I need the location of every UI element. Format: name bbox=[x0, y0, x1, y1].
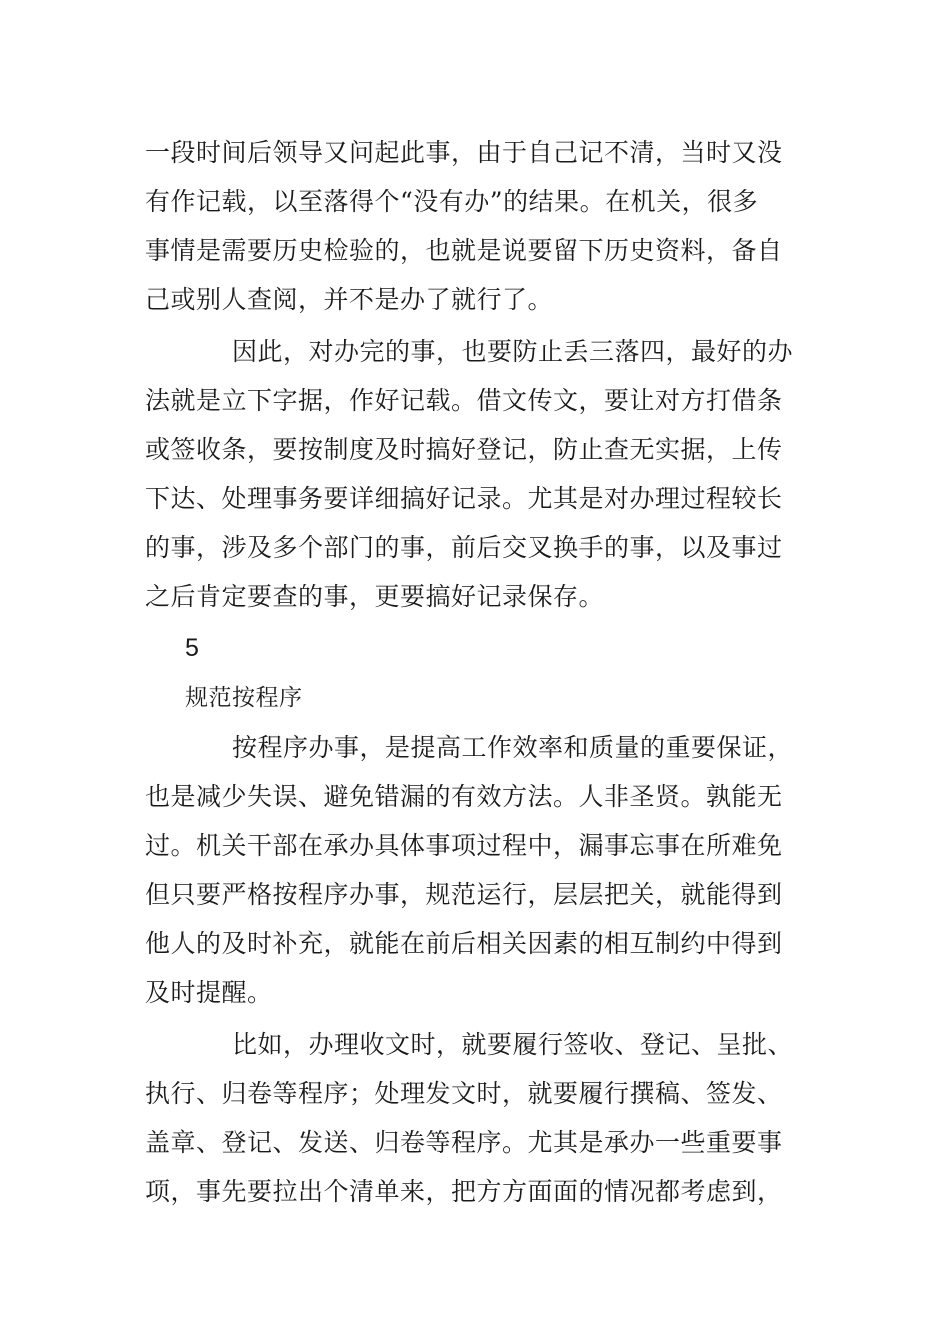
section-title: 规范按程序 bbox=[185, 685, 303, 711]
body-text-line: 过。机关干部在承办具体事项过程中，漏事忘事在所难免 bbox=[145, 831, 783, 860]
body-text-line: 法就是立下字据，作好记载。借文传文，要让对方打借条 bbox=[145, 386, 783, 415]
body-text-line: 下达、处理事务要详细搞好记录。尤其是对办理过程较长 bbox=[145, 484, 783, 513]
body-text-line: 但只要严格按程序办事，规范运行，层层把关，就能得到 bbox=[145, 880, 783, 909]
section-number: 5 bbox=[185, 634, 200, 662]
paragraph-first-line: 因此，对办完的事，也要防止丢三落四，最好的办 bbox=[232, 337, 794, 366]
body-text-line: 的事，涉及多个部门的事，前后交叉换手的事，以及事过 bbox=[145, 533, 783, 562]
body-text-line: 己或别人查阅，并不是办了就行了。 bbox=[145, 285, 554, 314]
body-text-line: 他人的及时补充，就能在前后相关因素的相互制约中得到 bbox=[145, 929, 783, 958]
body-text-line: 之后肯定要查的事，更要搞好记录保存。 bbox=[145, 582, 605, 611]
body-text-line: 或签收条，要按制度及时搞好登记，防止查无实据，上传 bbox=[145, 435, 783, 464]
body-text-line: 一段时间后领导又问起此事，由于自己记不清，当时又没 bbox=[145, 138, 783, 167]
paragraph-first-line: 比如，办理收文时，就要履行签收、登记、呈批、 bbox=[232, 1030, 794, 1059]
body-text-line: 执行、归卷等程序；处理发文时，就要履行撰稿、签发、 bbox=[145, 1079, 783, 1108]
body-text-line: 盖章、登记、发送、归卷等程序。尤其是承办一些重要事 bbox=[145, 1128, 783, 1157]
body-text-line: 项，事先要拉出个清单来，把方方面面的情况都考虑到， bbox=[145, 1177, 783, 1206]
body-text-line: 事情是需要历史检验的，也就是说要留下历史资料，备自 bbox=[145, 236, 783, 265]
body-text-line: 也是减少失误、避免错漏的有效方法。人非圣贤。孰能无 bbox=[145, 782, 783, 811]
body-text-line: 及时提醒。 bbox=[145, 978, 273, 1007]
paragraph-first-line: 按程序办事，是提高工作效率和质量的重要保证， bbox=[232, 733, 794, 762]
body-text-line: 有作记载，以至落得个“没有办”的结果。在机关，很多 bbox=[145, 187, 759, 216]
